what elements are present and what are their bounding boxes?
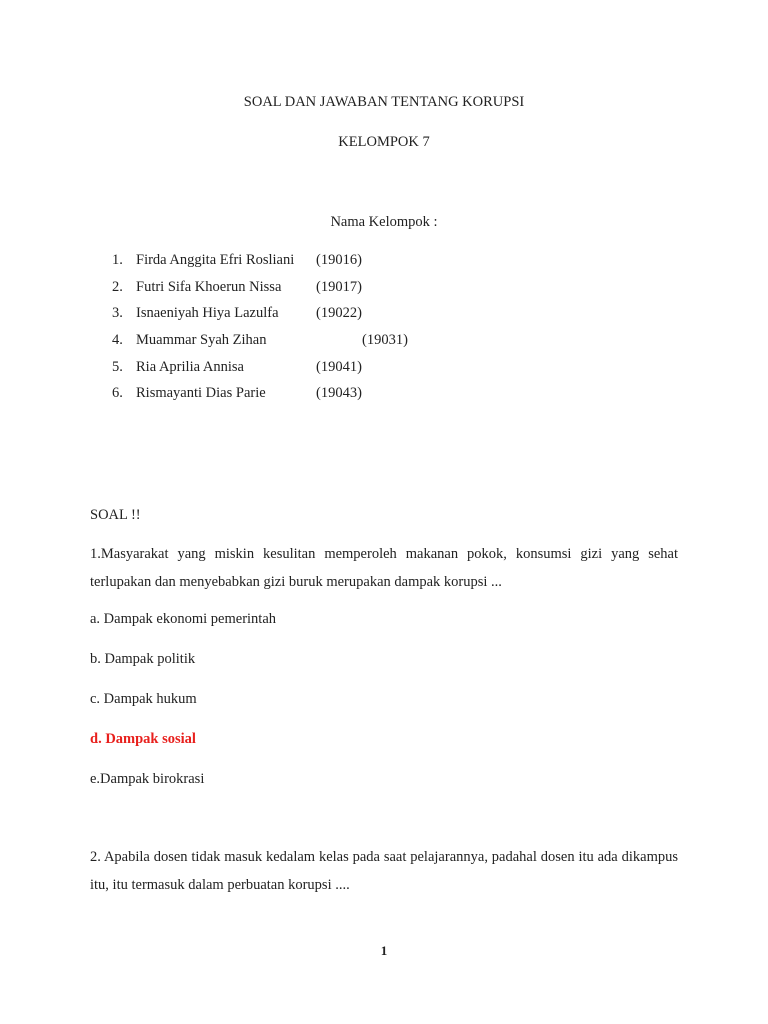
member-name: Futri Sifa Khoerun Nissa — [136, 278, 282, 295]
members-heading: Nama Kelompok : — [330, 214, 438, 230]
member-number: 4. — [112, 332, 123, 349]
list-item — [0, 332, 768, 359]
member-name: Isnaeniyah Hiya Lazulfa — [136, 305, 279, 322]
member-id: (19043) — [316, 385, 362, 402]
document-title: SOAL DAN JAWABAN TENTANG KORUPSI — [243, 94, 525, 110]
question-1-option-e: e.Dampak birokrasi — [90, 771, 205, 787]
list-item — [0, 305, 768, 332]
question-1-option-c: c. Dampak hukum — [90, 691, 197, 707]
member-number: 2. — [112, 278, 123, 295]
member-list — [0, 252, 768, 412]
member-name: Rismayanti Dias Parie — [136, 385, 266, 402]
question-2-text: 2. Apabila dosen tidak masuk kedalam kelas pada saat pelajarannya, padahal dosen itu ada dikampus itu, itu termasuk dalam perbuatan korupsi .... — [90, 849, 678, 893]
page-number: 1 — [380, 943, 388, 958]
member-id: (19017) — [316, 278, 362, 295]
list-item — [0, 385, 768, 412]
question-1-answer-option-d: d. Dampak sosial — [90, 731, 196, 747]
member-number: 6. — [112, 385, 123, 402]
member-name: Ria Aprilia Annisa — [136, 358, 244, 375]
group-title: KELOMPOK 7 — [338, 134, 430, 150]
member-id: (19041) — [316, 358, 362, 375]
member-number: 1. — [112, 252, 123, 268]
question-1-option-a: a. Dampak ekonomi pemerintah — [90, 611, 277, 627]
list-item — [0, 279, 768, 306]
member-id: (19016) — [316, 252, 362, 268]
question-1-text: 1.Masyarakat yang miskin kesulitan memperoleh makanan pokok, konsumsi gizi yang sehat terlupakan dan menyebabkan gizi buruk merupakan dampak korupsi ... — [90, 546, 678, 590]
member-name: Muammar Syah Zihan — [136, 332, 267, 349]
member-number: 3. — [112, 305, 123, 322]
soal-heading: SOAL !! — [90, 507, 141, 523]
question-1-option-b: b. Dampak politik — [90, 651, 196, 667]
member-id: (19022) — [316, 305, 362, 322]
member-name: Firda Anggita Efri Rosliani — [136, 252, 295, 268]
member-id: (19031) — [362, 332, 408, 349]
list-item — [0, 252, 768, 279]
member-number: 5. — [112, 358, 123, 375]
list-item — [0, 359, 768, 386]
